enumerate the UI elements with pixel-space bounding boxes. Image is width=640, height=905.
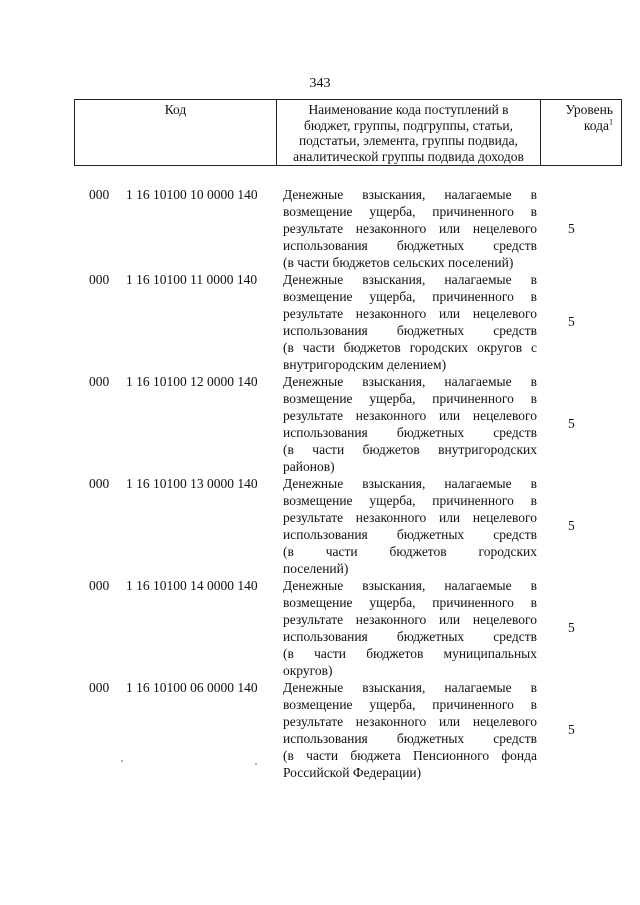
header-code-cell [75, 100, 277, 166]
header-name-line: бюджет, группы, подгруппы, статьи, [304, 117, 513, 133]
description-line: использования бюджетных средств [283, 425, 537, 440]
header-name-line: аналитической группы подвида доходов [293, 148, 524, 164]
description-line: Российской Федерации) [283, 765, 422, 780]
description-line: (в части бюджетов городских округов с [283, 340, 537, 355]
table-row [0, 679, 640, 781]
description-line: использования бюджетных средств [283, 527, 537, 542]
header-code-label: Код [164, 102, 187, 117]
row-description [283, 475, 537, 577]
description-line: результате незаконного или нецелевого [283, 714, 537, 729]
description-line: результате незаконного или нецелевого [283, 306, 537, 321]
row-level-code: 5 [568, 221, 575, 236]
table-row [0, 475, 640, 577]
description-line: Денежные взыскания, налагаемые в [283, 272, 537, 287]
row-revenue-code: 1 16 10100 06 0000 140 [126, 680, 258, 695]
table-row [0, 373, 640, 475]
row-description [283, 186, 537, 271]
description-line: результате незаконного или нецелевого [283, 408, 537, 423]
description-line: использования бюджетных средств [283, 731, 537, 746]
description-line: (в части бюджетов внутригородских [283, 442, 537, 457]
description-line: использования бюджетных средств [283, 238, 537, 253]
description-line: (в части бюджетов сельских поселений) [283, 255, 514, 270]
description-line: результате незаконного или нецелевого [283, 612, 537, 627]
row-prefix-code: 000 [89, 272, 110, 287]
header-level-cell [541, 100, 622, 166]
row-level-code: 5 [568, 722, 575, 737]
table-row [0, 577, 640, 679]
row-description [283, 679, 537, 781]
description-line: (в части бюджетов муниципальных [283, 646, 537, 661]
description-line: (в части бюджетов городских [283, 544, 537, 559]
description-line: районов) [283, 459, 335, 474]
page-number: 343 [309, 76, 331, 91]
scan-speck [121, 760, 123, 762]
header-name-cell [277, 100, 541, 166]
row-prefix-code: 000 [89, 680, 110, 695]
row-level-code: 5 [568, 314, 575, 329]
row-prefix-code: 000 [89, 187, 110, 202]
row-description [283, 373, 537, 475]
description-line: возмещение ущерба, причиненного в [283, 391, 537, 406]
row-level-code: 5 [568, 416, 575, 431]
row-revenue-code: 1 16 10100 14 0000 140 [126, 578, 258, 593]
table-body [0, 186, 640, 781]
description-line: возмещение ущерба, причиненного в [283, 595, 537, 610]
description-line: использования бюджетных средств [283, 629, 537, 644]
table-header [74, 99, 622, 166]
scan-speck [255, 763, 257, 765]
header-level-line2: кода [583, 117, 609, 133]
row-revenue-code: 1 16 10100 12 0000 140 [126, 374, 258, 389]
description-line: округов) [283, 663, 333, 678]
table-row [0, 186, 640, 271]
row-revenue-code: 1 16 10100 11 0000 140 [126, 272, 258, 287]
description-line: Денежные взыскания, налагаемые в [283, 374, 537, 389]
header-row [75, 100, 622, 166]
row-description [283, 577, 537, 679]
description-line: возмещение ущерба, причиненного в [283, 493, 537, 508]
header-level-footnote: 1 [609, 117, 613, 126]
description-line: внутригородским делением) [283, 357, 447, 372]
description-line: поселений) [283, 561, 349, 576]
description-line: Денежные взыскания, налагаемые в [283, 578, 537, 593]
description-line: Денежные взыскания, налагаемые в [283, 187, 537, 202]
description-line: (в части бюджета Пенсионного фонда [283, 748, 537, 763]
table-row [0, 271, 640, 373]
row-prefix-code: 000 [89, 374, 110, 389]
header-name-line: Наименование кода поступлений в [308, 102, 509, 117]
description-line: результате незаконного или нецелевого [283, 221, 537, 236]
description-line: возмещение ущерба, причиненного в [283, 289, 537, 304]
description-line: Денежные взыскания, налагаемые в [283, 476, 537, 491]
row-description [283, 271, 537, 373]
row-revenue-code: 1 16 10100 13 0000 140 [126, 476, 258, 491]
description-line: возмещение ущерба, причиненного в [283, 697, 537, 712]
description-line: использования бюджетных средств [283, 323, 537, 338]
row-level-code: 5 [568, 518, 575, 533]
row-prefix-code: 000 [89, 476, 110, 491]
row-prefix-code: 000 [89, 578, 110, 593]
header-name-line: подстатьи, элемента, группы подвида, [298, 133, 519, 148]
description-line: результате незаконного или нецелевого [283, 510, 537, 525]
header-level-line1: Уровень [565, 102, 613, 117]
row-level-code: 5 [568, 620, 575, 635]
description-line: возмещение ущерба, причиненного в [283, 204, 537, 219]
description-line: Денежные взыскания, налагаемые в [283, 680, 537, 695]
row-revenue-code: 1 16 10100 10 0000 140 [126, 187, 258, 202]
